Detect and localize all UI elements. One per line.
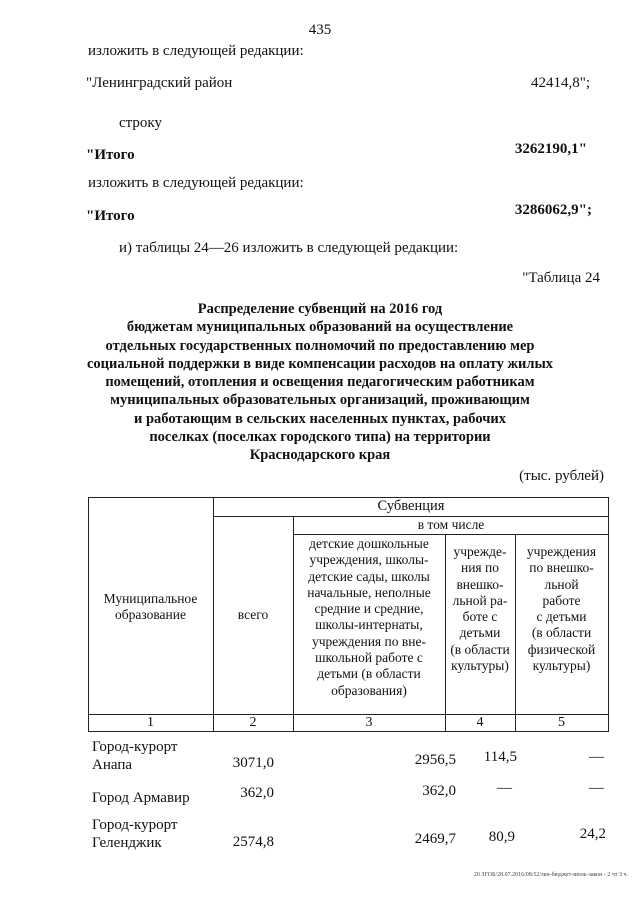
cell-col4: 80,9 — [488, 829, 515, 845]
district-value: 42414,8"; — [530, 75, 590, 91]
itogo-value-old: 3262190,1" — [514, 141, 587, 157]
header-total: всего — [237, 607, 269, 622]
header-col3 — [293, 536, 445, 699]
district-name: "Ленинградский район — [86, 75, 233, 91]
intro-line-2: изложить в следующей редакции: — [88, 175, 304, 191]
header-col4-line: льной ра- — [452, 592, 508, 608]
row-name-line: Город-курорт — [92, 739, 178, 755]
header-col5 — [515, 544, 608, 674]
header-col4-line: (в области — [450, 641, 510, 657]
header-col3-line: детские дошкольные — [309, 536, 429, 551]
cell-col5: — — [589, 749, 604, 765]
title-line: Распределение субвенций на 2016 год — [197, 301, 443, 317]
cell-col5: — — [589, 780, 604, 796]
cell-col3: 2469,7 — [414, 831, 456, 847]
header-col5-line: учреждения — [526, 544, 597, 559]
itogo-value-new: 3286062,9"; — [514, 202, 592, 218]
header-col5-line: работе — [542, 592, 581, 608]
table-header — [88, 497, 609, 731]
title-line: и работающим в сельских населенных пунктах, рабочих — [134, 410, 506, 427]
units-label: (тыс. рублей) — [519, 468, 604, 484]
cell-col3: 362,0 — [422, 783, 456, 799]
page-number: 435 — [308, 22, 332, 38]
row-name-line: Город Армавир — [92, 790, 190, 806]
header-col3-line: начальные, неполные — [307, 584, 431, 600]
title-line: помещений, отопления и освещения педагогическим работникам — [105, 374, 535, 391]
header-col4-line: культуры) — [451, 658, 509, 674]
row-name-line: Анапа — [92, 757, 133, 773]
stroku-line: строку — [119, 115, 162, 131]
table-title — [70, 300, 570, 465]
table-reference: "Таблица 24 — [522, 270, 600, 286]
title-line: Краснодарского края — [249, 447, 391, 464]
header-col3-line: образования) — [331, 682, 407, 698]
table-row-name — [92, 816, 177, 852]
col-number: 4 — [476, 715, 484, 730]
header-col3-line: детские сады, школы — [308, 568, 430, 584]
intro-line-1: изложить в следующей редакции: — [88, 43, 304, 59]
col-number: 5 — [558, 715, 565, 730]
title-line: поселках (поселках городского типа) на территории — [149, 429, 491, 446]
row-name-line: Геленджик — [92, 835, 162, 851]
header-col5-line: (в области — [531, 625, 592, 641]
header-municipality — [88, 591, 213, 624]
table-row-name — [92, 789, 190, 807]
header-col4-line: ния по — [460, 560, 499, 576]
header-col5-line: льной — [544, 576, 579, 592]
col-number: 2 — [249, 715, 257, 730]
header-col4-line: боте с — [462, 609, 498, 625]
header-col4-line: детьми — [459, 625, 501, 641]
col-number: 1 — [147, 715, 154, 730]
cell-col4: 114,5 — [483, 749, 517, 765]
cell-col4: — — [497, 780, 512, 796]
itogo-label-old: "Итого — [86, 147, 135, 163]
header-col5-line: с детьми — [536, 609, 587, 625]
itogo-label-new: "Итого — [86, 208, 135, 224]
header-col3-line: школьной работе с — [315, 650, 423, 666]
cell-col5: 24,2 — [579, 826, 606, 842]
title-line: бюджетам муниципальных образований на осуществление — [126, 319, 514, 336]
header-col5-line: по внешко- — [529, 560, 594, 576]
cell-total: 362,0 — [240, 785, 274, 801]
header-col4-line: внешко- — [456, 576, 504, 592]
header-col3-line: учреждения по вне- — [312, 633, 426, 649]
header-municipality-line: Муниципальное — [103, 591, 198, 606]
header-col3-line: учреждения, школы- — [309, 552, 429, 568]
title-line: отдельных государственных полномочий по предоставлению мер — [105, 337, 535, 354]
table-row-name — [92, 738, 177, 774]
title-line: социальной поддержки в виде компенсации расходов на оплату жилых — [86, 355, 554, 372]
header-col5-line: культуры) — [532, 658, 591, 674]
header-col4-line: учрежде- — [453, 544, 507, 559]
tables-intro: и) таблицы 24—26 изложить в следующей редакции: — [119, 240, 459, 256]
header-col5-line: физической — [527, 641, 596, 657]
header-including: в том числе — [417, 517, 485, 532]
row-name-line: Город-курорт — [92, 817, 178, 833]
col-number: 3 — [365, 715, 373, 730]
cell-col3: 2956,5 — [414, 752, 456, 768]
header-col3-line: средние и средние, — [314, 601, 424, 617]
cell-total: 3071,0 — [232, 755, 274, 771]
header-municipality-line: образование — [115, 607, 186, 623]
header-col3-line: школы-интернаты, — [315, 617, 423, 633]
cell-total: 2574,8 — [232, 834, 274, 850]
header-subvention: Субвенция — [377, 498, 445, 514]
header-col3-line: детьми (в области — [317, 666, 421, 682]
header-col4 — [445, 544, 515, 674]
table-rule — [293, 534, 609, 535]
footer-stamp: 20 ЗГОБ/28.07.2016/08:52/зкн-бюджет-июль-закон - 2 чт 3 ч. — [473, 872, 628, 878]
title-line: муниципальных образовательных организаций, проживающим — [110, 392, 530, 409]
